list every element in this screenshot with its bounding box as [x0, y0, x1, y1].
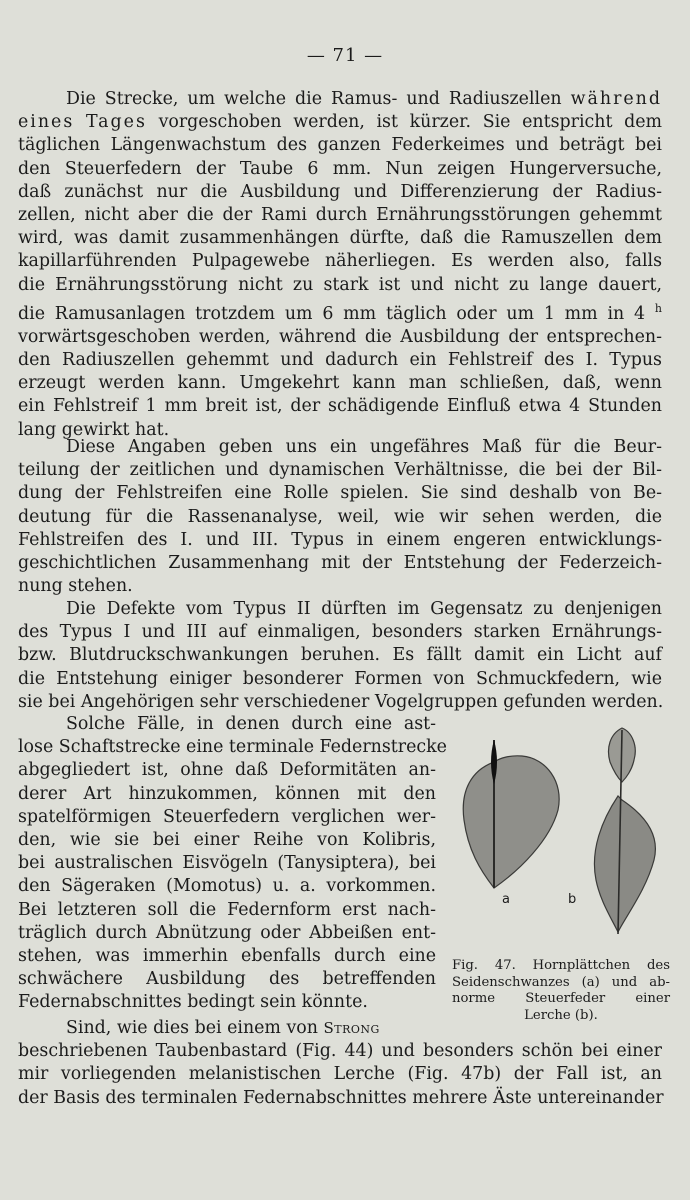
- caption-line: norme Steuerfeder einer: [452, 991, 670, 1006]
- text-line: Bei letzteren soll die Federnform erst nach-: [18, 899, 436, 920]
- feather-b: [594, 728, 655, 934]
- caption-line: Seidenschwanzes (a) und ab-: [452, 974, 670, 990]
- figure-label-a: a: [502, 892, 510, 907]
- paragraph-2: [18, 436, 662, 598]
- feather-illustration: [450, 720, 672, 950]
- text-line: vorwärtsgeschoben werden, während die Ausbildung der entsprechen-: [18, 326, 662, 347]
- text-line: abgegliedert ist, ohne daß Deformitäten an-: [18, 760, 436, 781]
- text-line: der Basis des terminalen Federnabschnittes mehrere Äste untereinander: [18, 1087, 664, 1108]
- text-line: geschichtlichen Zusammenhang mit der Entstehung der Federzeich-: [18, 553, 662, 574]
- paragraph-3: [18, 598, 662, 714]
- text-line: zellen, nicht aber die der Rami durch Ernährungsstörungen gehemmt: [18, 205, 662, 226]
- text-line: erzeugt werden kann. Umgekehrt kann man schließen, daß, wenn: [18, 373, 662, 394]
- text-line: kapillarführenden Pulpagewebe näherliegen. Es werden also, falls: [18, 251, 662, 272]
- text-line: bei australischen Eisvögeln (Tanysiptera), bei: [18, 853, 436, 874]
- text-line: sie bei Angehörigen sehr verschiedener Vogelgruppen gefunden werden.: [18, 691, 664, 712]
- text-line: täglichen Längenwachstum des ganzen Federkeimes und beträgt bei: [18, 135, 662, 156]
- paragraph-4: [18, 713, 447, 1015]
- text-line: beschriebenen Taubenbastard (Fig. 44) und besonders schön bei einer: [18, 1041, 662, 1062]
- text-line: deutung für die Rassenanalyse, weil, wie wir sehen werden, die: [18, 506, 662, 527]
- text-line: den Radiuszellen gehemmt und dadurch ein Fehlstreif des I. Typus: [18, 350, 662, 371]
- text-line: den Steuerfedern der Taube 6 mm. Nun zeigen Hungerversuche,: [18, 158, 662, 179]
- text-line: derer Art hinzukommen, können mit den: [18, 783, 436, 804]
- text-line: Federnabschnittes bedingt sein könnte.: [18, 992, 368, 1013]
- paragraph-1: [18, 88, 662, 442]
- text-line: Sind, wie dies bei einem von Strong: [66, 1018, 380, 1038]
- text-line: Die Defekte vom Typus II dürften im Gegensatz zu denjenigen: [66, 599, 662, 619]
- text-line: den Sägeraken (Momotus) u. a. vorkommen.: [18, 876, 436, 897]
- feather-a: [463, 740, 559, 888]
- text-line: schwächere Ausbildung des betreffenden: [18, 969, 436, 990]
- figure-caption: [452, 958, 670, 1024]
- author-name: Strong: [323, 1019, 380, 1037]
- text-line: Solche Fälle, in denen durch eine ast-: [66, 714, 436, 734]
- text-line: die Ernährungsstörung nicht zu stark ist und nicht zu lange dauert,: [18, 274, 662, 295]
- text-line: Fehlstreifen des I. und III. Typus in einem engeren entwicklungs-: [18, 529, 662, 550]
- text-line: träglich durch Abnützung oder Abbeißen ent-: [18, 922, 436, 943]
- text-line: dung der Fehlstreifen eine Rolle spielen. Sie sind deshalb von Be-: [18, 483, 662, 504]
- text-line: lose Schaftstrecke eine terminale Federnstrecke: [18, 737, 447, 758]
- text-line: daß zunächst nur die Ausbildung und Differenzierung der Radius-: [18, 181, 662, 202]
- caption-line: Fig. 47. Hornplättchen des: [452, 958, 670, 973]
- text-line: die Entstehung einiger besonderer Formen von Schmuckfedern, wie: [18, 668, 662, 689]
- text-line: spatelförmigen Steuerfedern verglichen wer-: [18, 806, 436, 827]
- text-line: Die Strecke, um welche die Ramus- und Radiuszellen während: [66, 89, 663, 109]
- text-line: teilung der zeitlichen und dynamischen Verhältnisse, die bei der Bil-: [18, 460, 662, 481]
- text-line: des Typus I und III auf einmaligen, besonders starken Ernährungs-: [18, 622, 662, 643]
- text-line: stehen, was immerhin ebenfalls durch eine: [18, 946, 436, 967]
- text-line: die Ramusanlagen trotzdem um 6 mm täglich oder um 1 mm in 4 $^h$: [18, 301, 662, 324]
- text-line: mir vorliegenden melanistischen Lerche (Fig. 47b) der Fall ist, an: [18, 1064, 662, 1085]
- figure-label-b: b: [568, 892, 577, 907]
- text-line: bzw. Blutdruckschwankungen beruhen. Es fällt damit ein Licht auf: [18, 645, 662, 666]
- caption-line: Lerche (b).: [524, 1007, 598, 1023]
- paragraph-5: [18, 1017, 662, 1110]
- text-line: Diese Angaben geben uns ein ungefähres Maß für die Beur-: [66, 437, 662, 457]
- text-line: nung stehen.: [18, 576, 133, 597]
- page-number: — 71 —: [306, 45, 384, 66]
- text-line: eines Tages vorgeschoben werden, ist kürzer. Sie entspricht dem: [18, 112, 663, 133]
- text-line: ein Fehlstreif 1 mm breit ist, der schädigende Einfluß etwa 4 Stunden: [18, 396, 662, 417]
- text-line: den, wie sie bei einer Reihe von Kolibris,: [18, 830, 436, 851]
- text-line: wird, was damit zusammenhängen dürfte, daß die Ramuszellen dem: [18, 228, 662, 249]
- text-line: lang gewirkt hat.: [18, 419, 170, 440]
